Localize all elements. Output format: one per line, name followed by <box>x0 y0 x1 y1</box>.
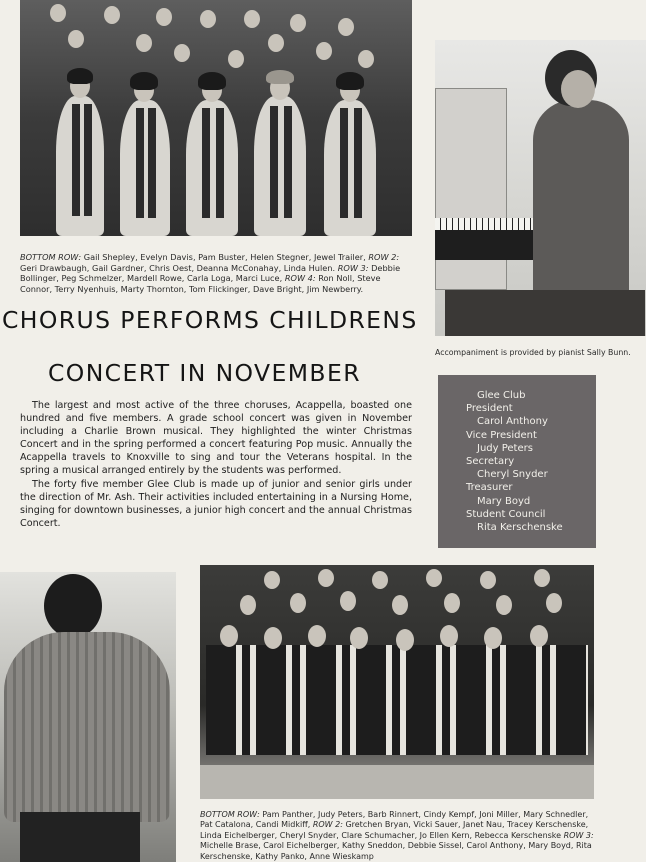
glee-club-caption: BOTTOM ROW: Pam Panther, Judy Peters, Barb Rinnert, Cindy Kempf, Joni Miller, Mary Schnedler, Pat Catalona, Candi Midkiff, ROW 2: Gretchen Bryan, Vicki Sauer, Janet Nau, Tracey Kerschenske, Linda Eichelberger, Cheryl Snyder, Clare Schumacher, Jo Ellen Kern, Rebecca Kerschenske ROW 3: Michelle Brase, Carol Eichelberger, Kathy Sneddon, Debbie Sissel, Carol Anthony, Mary Boyd, Rita Kerschenske, Kathy Panko, Anne Wieskamp <box>200 810 594 861</box>
vp-name: Judy Peters <box>477 442 533 454</box>
council-name: Rita Kerschenske <box>477 522 563 534</box>
council-label: Student Council <box>466 508 546 520</box>
acappella-chorus-photo <box>20 0 412 236</box>
article-paragraph-1: The largest and most active of the three choruses, Acappella, boasted one hundred and five members. A grade school concert was given in November including a Charlie Brown musical. They highlighted the winter Christmas Concert and in the spring performed a concert featuring Pop music. Annually the Acappella travels to Knoxville to sing and tour the Veterans hospital. In the spring a musical arranged entirely by the students was performed. <box>20 400 412 477</box>
secretary-label: Secretary <box>466 456 515 468</box>
article-paragraph-2: The forty five member Glee Club is made up of junior and senior girls under the direction of Mr. Ash. Their activities included entertaining in a Nursing Home, singing for downtown businesses, a junior high concert and the annual Christmas Concert. <box>20 478 412 529</box>
pianist-photo <box>435 40 646 336</box>
secretary-name: Cheryl Snyder <box>477 469 548 481</box>
treasurer-label: Treasurer <box>466 482 513 494</box>
director-photo <box>0 572 176 862</box>
acappella-caption: BOTTOM ROW: Gail Shepley, Evelyn Davis, Pam Buster, Helen Stegner, Jewel Trailer, ROW 2: Geri Drawbaugh, Gail Gardner, Chris Oest, Deanna McConahay, Linda Hulen. ROW 3: Debbie Bollinger, Peg Schmelzer, Mardell Rowe, Carla Loga, Marci Luce, ROW 4: Ron Noll, Steve Connor, Terry Nyenhuis, Marty Thornton, Tom Flickinger, Dave Bright, Jim Newberry. <box>20 252 401 294</box>
glee-club-officers-box <box>438 375 596 548</box>
article-body <box>20 399 412 530</box>
glee-club-photo <box>200 565 594 799</box>
vp-label: Vice President <box>466 429 537 441</box>
headline-line-2: CONCERT IN NOVEMBER <box>48 359 361 387</box>
treasurer-name: Mary Boyd <box>477 495 531 507</box>
president-name: Carol Anthony <box>477 416 548 428</box>
officers-title: Glee Club <box>477 390 526 401</box>
headline-line-1: CHORUS PERFORMS CHILDRENS <box>2 306 418 334</box>
president-label: President <box>466 403 513 415</box>
pianist-caption: Accompaniment is provided by pianist Sally Bunn. <box>435 348 631 357</box>
